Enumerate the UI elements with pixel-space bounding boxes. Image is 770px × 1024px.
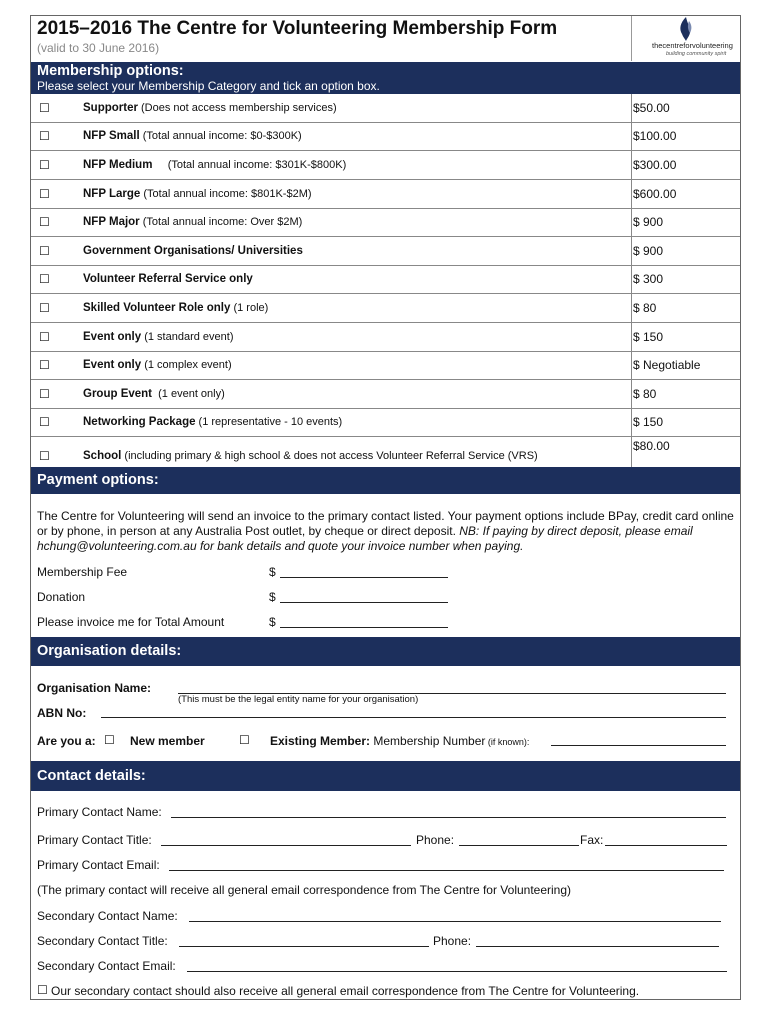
membership-option-row (31, 294, 740, 323)
membership-number-label: Membership Number (370, 734, 486, 748)
option-price: $ 150 (633, 330, 664, 344)
total-input[interactable] (280, 627, 448, 628)
secondary-contact-note: Our secondary contact should also receive all general email correspondence from The Centre for Volunteering. (51, 984, 640, 998)
option-checkbox[interactable]: ☐ (39, 101, 50, 115)
membership-fee-currency: $ (269, 565, 276, 579)
existing-member-checkbox[interactable]: ☐ (239, 733, 250, 747)
membership-fee-input[interactable] (280, 577, 448, 578)
organisation-header (31, 637, 740, 666)
secondary-name-label: Secondary Contact Name: (37, 909, 178, 923)
secondary-email-label: Secondary Contact Email: (37, 959, 176, 973)
secondary-title-input[interactable] (179, 946, 429, 947)
primary-name-input[interactable] (171, 817, 726, 818)
title-area (31, 16, 631, 61)
membership-fee-label: Membership Fee (37, 565, 128, 579)
option-label (83, 159, 346, 171)
membership-option-row (31, 94, 740, 123)
membership-option-row (31, 237, 740, 266)
are-you-label: Are you a: (37, 734, 96, 748)
option-checkbox[interactable]: ☐ (39, 387, 50, 401)
contact-header (31, 761, 740, 791)
option-checkbox[interactable]: ☐ (39, 158, 50, 172)
membership-option-row (31, 380, 740, 409)
option-price: $100.00 (633, 129, 677, 143)
total-currency: $ (269, 615, 276, 629)
existing-member-text: Existing Member: (270, 734, 371, 748)
membership-heading: Membership options: (37, 63, 184, 79)
donation-input[interactable] (280, 602, 448, 603)
option-name: Event only (83, 331, 142, 343)
payment-heading: Payment options: (37, 472, 159, 488)
option-label (83, 245, 303, 257)
option-checkbox[interactable]: ☐ (39, 330, 50, 344)
secondary-phone-input[interactable] (476, 946, 719, 947)
abn-input[interactable] (101, 717, 726, 718)
option-price: $ Negotiable (633, 358, 701, 372)
option-checkbox[interactable]: ☐ (39, 244, 50, 258)
option-label (83, 216, 302, 228)
membership-subheading: Please select your Membership Category and tick an option box. (37, 79, 380, 93)
price-column-divider (631, 94, 632, 467)
payment-text-italic: NB: If paying by direct deposit, please email hchung@volunteering.com.au for bank details and quote your invoice number when paying. (37, 524, 693, 553)
option-label (83, 388, 225, 400)
option-name: Volunteer Referral Service only (83, 273, 253, 285)
option-checkbox[interactable]: ☐ (39, 187, 50, 201)
payment-header (31, 467, 740, 494)
option-label (83, 416, 342, 428)
membership-option-row (31, 323, 740, 352)
secondary-email-checkbox[interactable]: ☐ (37, 983, 48, 997)
option-name: Supporter (83, 102, 138, 114)
option-detail: (Total annual income: $801K-$2M) (140, 188, 312, 200)
secondary-phone-label: Phone: (433, 934, 472, 948)
option-checkbox[interactable]: ☐ (39, 272, 50, 286)
option-checkbox[interactable]: ☐ (39, 415, 50, 429)
abn-label: ABN No: (37, 706, 87, 720)
membership-option-row (31, 180, 740, 209)
option-name: Event only (83, 359, 142, 371)
membership-form (30, 15, 741, 1000)
validity-note: (valid to 30 June 2016) (37, 41, 160, 55)
option-detail: (1 complex event) (141, 359, 232, 371)
primary-title-input[interactable] (161, 845, 411, 846)
form-title: 2015–2016 The Centre for Volunteering Membership Form (37, 18, 558, 39)
secondary-title-label: Secondary Contact Title: (37, 934, 168, 948)
option-checkbox[interactable]: ☐ (39, 215, 50, 229)
option-label (83, 188, 312, 200)
organisation-name-note: (This must be the legal entity name for your organisation) (178, 694, 419, 705)
logo (631, 16, 742, 61)
option-price: $ 80 (633, 301, 657, 315)
option-price: $ 900 (633, 244, 664, 258)
option-price: $ 900 (633, 215, 664, 229)
option-label (83, 273, 253, 285)
donation-currency: $ (269, 590, 276, 604)
if-known-label: (if known): (485, 737, 530, 747)
logo-tagline: building community spirit (666, 51, 727, 57)
option-name: NFP Large (83, 188, 141, 200)
option-price: $80.00 (633, 439, 670, 453)
option-name: NFP Medium (83, 159, 153, 171)
option-detail: (Does not access membership services) (137, 102, 337, 114)
option-label (83, 359, 232, 371)
option-name: School (83, 450, 122, 462)
option-price: $300.00 (633, 158, 677, 172)
option-detail: (1 event only) (152, 388, 225, 400)
flame-logo-icon (676, 16, 696, 42)
option-detail: (Total annual income: $301K-$800K) (152, 159, 347, 171)
payment-text-plain: The Centre for Volunteering will send an invoice to the primary contact listed. Your payment options include BPay, credit card online or by phone, in person at any Australia Post outlet, by cheque or direct deposit. (37, 509, 734, 538)
new-member-label: New member (130, 734, 205, 748)
option-name: NFP Small (83, 130, 140, 142)
option-price: $50.00 (633, 101, 670, 115)
new-member-checkbox[interactable]: ☐ (104, 733, 115, 747)
membership-option-row (31, 408, 740, 437)
option-detail: (1 standard event) (141, 331, 234, 343)
option-label (83, 450, 538, 462)
option-label (83, 130, 302, 142)
primary-name-label: Primary Contact Name: (37, 805, 162, 819)
primary-phone-label: Phone: (416, 833, 455, 847)
option-detail: (1 representative - 10 events) (195, 416, 343, 428)
payment-text (37, 509, 737, 554)
membership-option-row (31, 122, 740, 151)
option-name: Government Organisations/ Universities (83, 245, 303, 257)
logo-text: thecentreforvolunteering (652, 41, 733, 50)
option-checkbox[interactable]: ☐ (39, 449, 50, 463)
existing-member-label (270, 734, 529, 748)
organisation-name-label: Organisation Name: (37, 681, 152, 695)
donation-label: Donation (37, 590, 86, 604)
primary-email-input[interactable] (169, 870, 724, 871)
option-price: $ 300 (633, 272, 664, 286)
option-checkbox[interactable]: ☐ (39, 301, 50, 315)
option-name: Group Event (83, 388, 153, 400)
option-detail: (including primary & high school & does not access Volunteer Referral Service (VRS) (121, 450, 538, 462)
membership-option-row (31, 436, 740, 467)
option-checkbox[interactable]: ☐ (39, 129, 50, 143)
primary-email-label: Primary Contact Email: (37, 858, 160, 872)
total-label: Please invoice me for Total Amount (37, 615, 225, 629)
primary-fax-label: Fax: (580, 833, 604, 847)
option-detail: (Total annual income: $0-$300K) (139, 130, 302, 142)
membership-option-row (31, 265, 740, 294)
option-label (83, 102, 337, 114)
option-name: Skilled Volunteer Role only (83, 302, 231, 314)
option-name: NFP Major (83, 216, 140, 228)
option-price: $ 80 (633, 387, 657, 401)
option-label (83, 331, 234, 343)
membership-header (31, 62, 740, 94)
option-detail: (Total annual income: Over $2M) (139, 216, 303, 228)
primary-fax-input[interactable] (605, 845, 727, 846)
membership-option-row (31, 151, 740, 180)
primary-title-label: Primary Contact Title: (37, 833, 152, 847)
option-detail: (1 role) (230, 302, 269, 314)
contact-heading: Contact details: (37, 768, 146, 784)
organisation-heading: Organisation details: (37, 643, 182, 659)
option-checkbox[interactable]: ☐ (39, 358, 50, 372)
option-price: $ 150 (633, 415, 664, 429)
membership-option-row (31, 208, 740, 237)
option-price: $600.00 (633, 187, 677, 201)
primary-phone-input[interactable] (459, 845, 579, 846)
membership-number-input[interactable] (551, 745, 726, 746)
membership-option-row (31, 351, 740, 380)
primary-contact-note: (The primary contact will receive all general email correspondence from The Centre for Volunteering) (37, 883, 572, 897)
option-name: Networking Package (83, 416, 196, 428)
secondary-email-input[interactable] (187, 971, 727, 972)
option-label (83, 302, 268, 314)
secondary-name-input[interactable] (189, 921, 721, 922)
